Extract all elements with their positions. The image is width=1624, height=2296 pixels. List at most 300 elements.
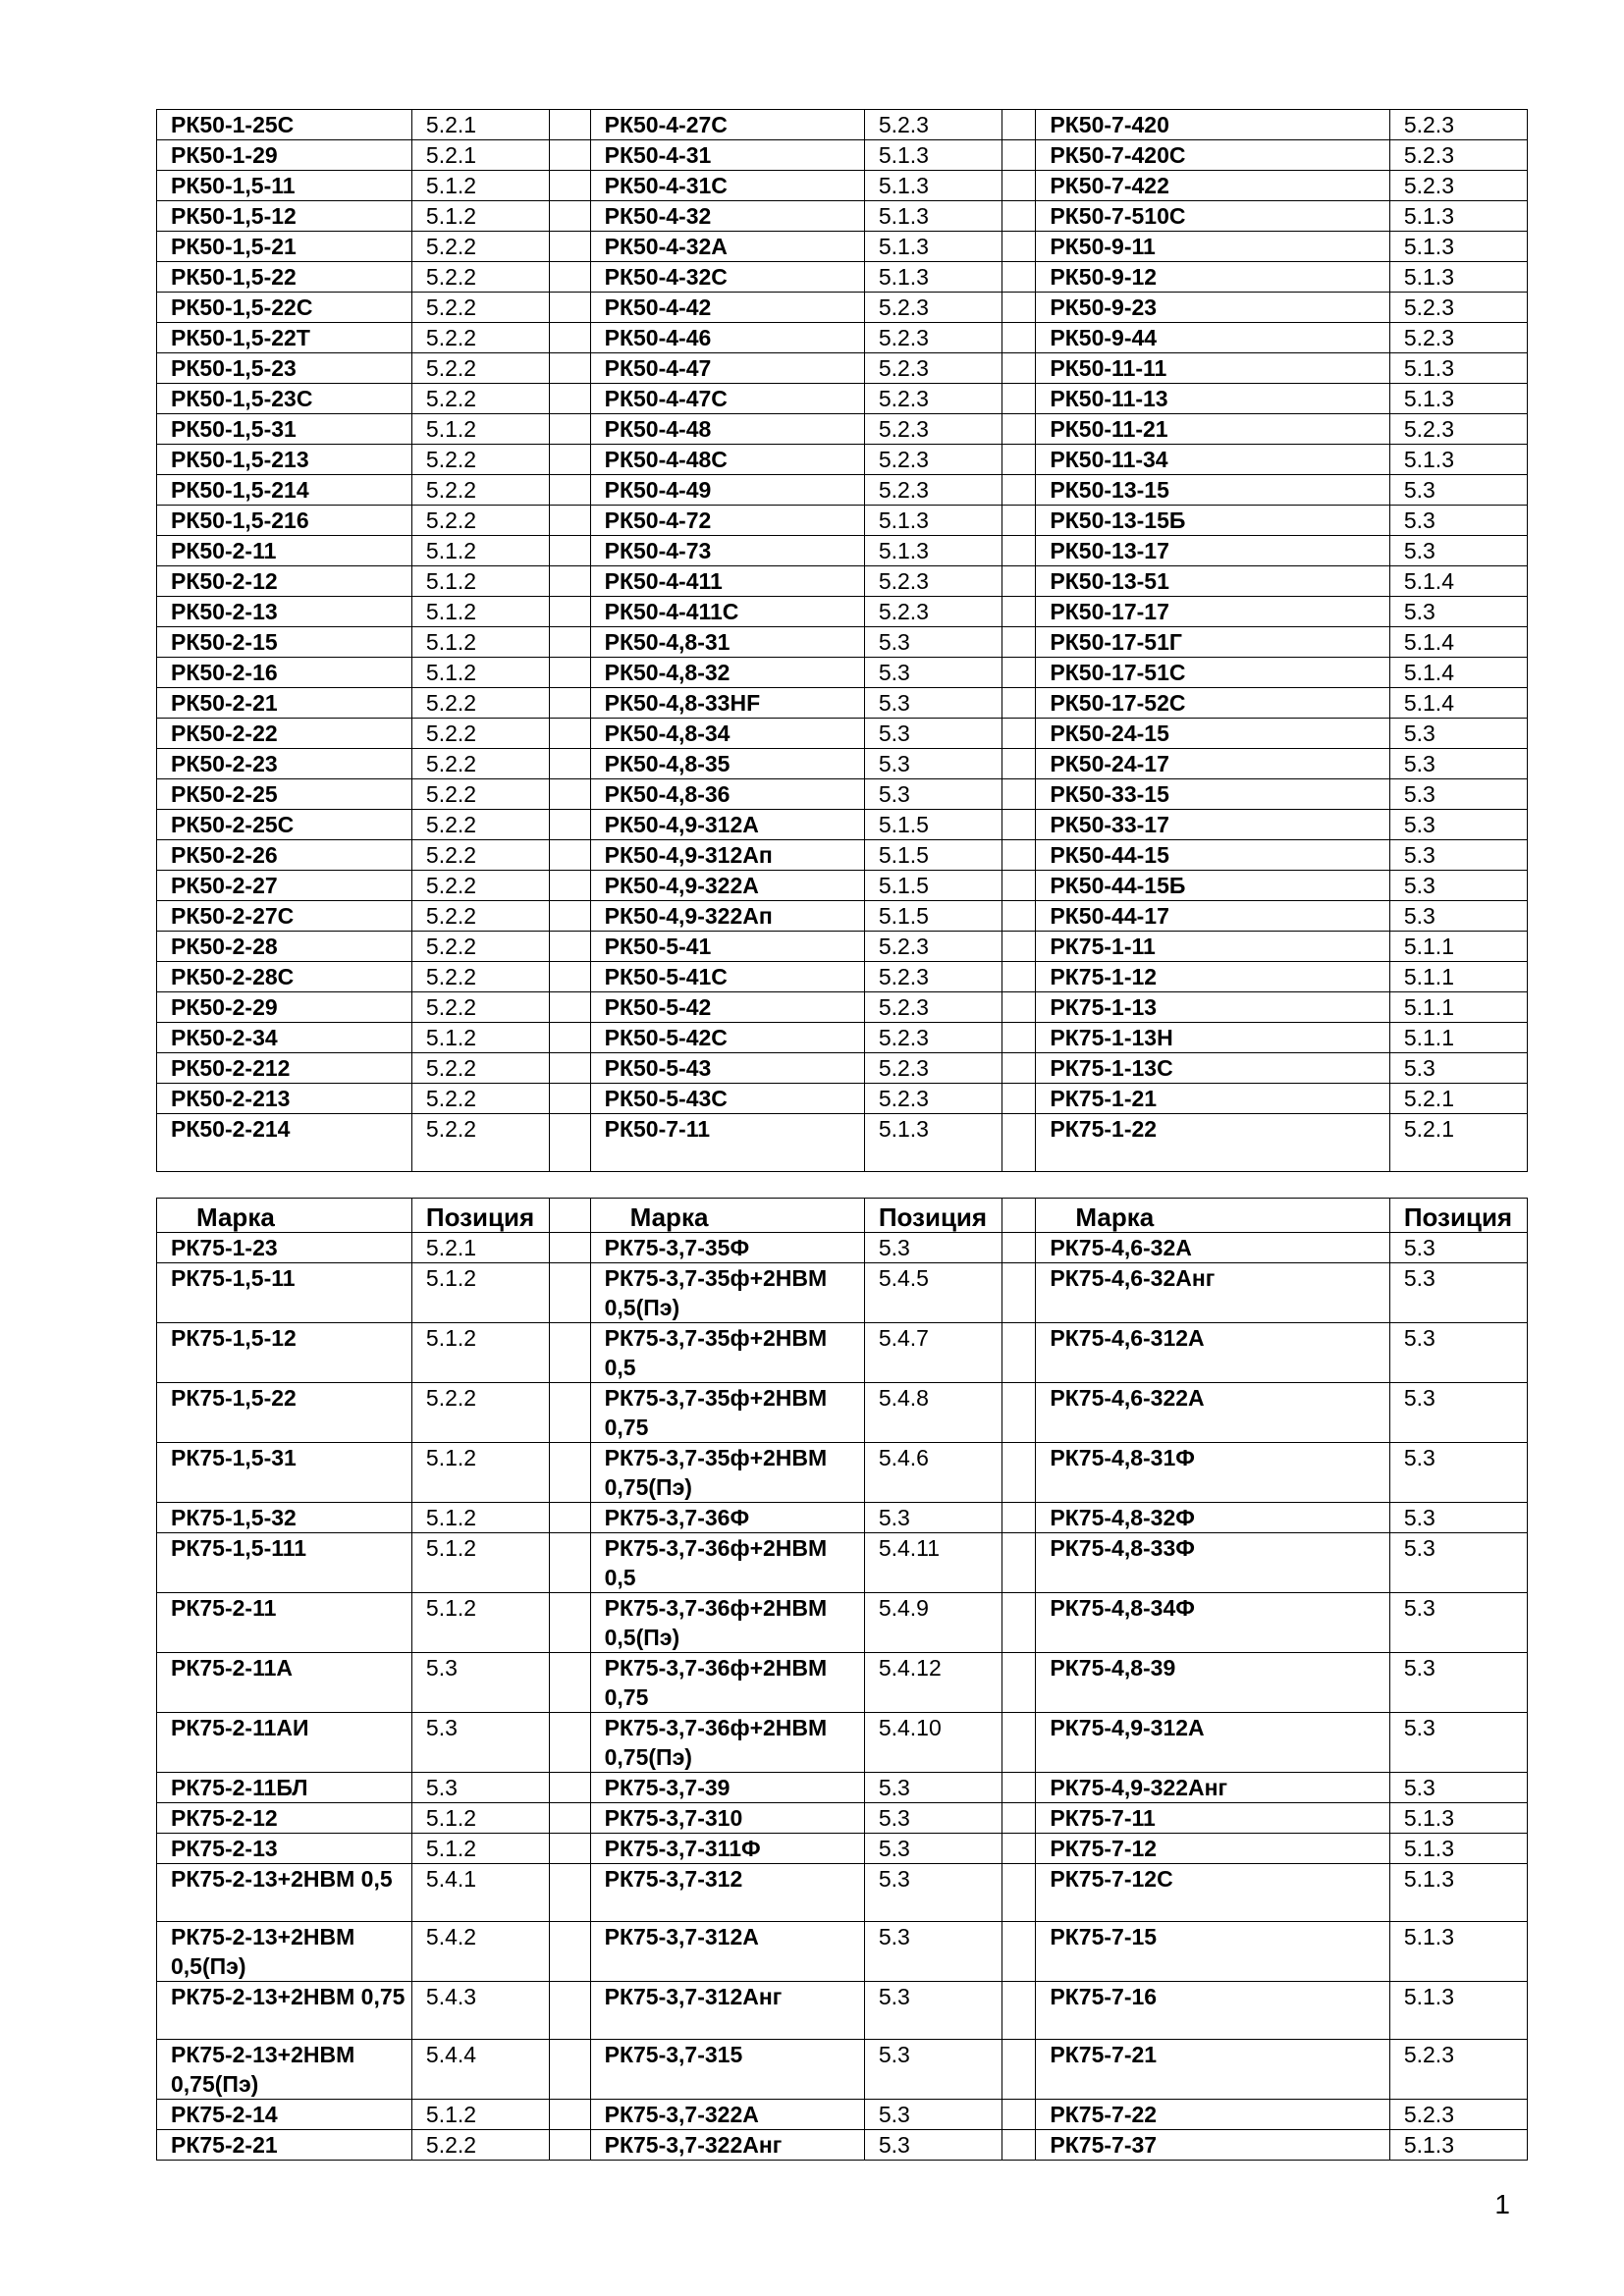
gap-cell (550, 1053, 591, 1084)
gap-cell (550, 2040, 591, 2100)
cable-mark-cell: РК75-3,7-36ф+2НВМ 0,5 (590, 1533, 864, 1593)
cable-mark-cell: РК75-4,9-322Анг (1036, 1773, 1389, 1803)
cable-mark-cell: РК75-2-11АИ (157, 1713, 412, 1773)
gap-cell (550, 1443, 591, 1503)
cable-mark-cell: РК75-1,5-111 (157, 1533, 412, 1593)
position-cell: 5.1.2 (411, 1263, 549, 1323)
gap-cell (550, 1263, 591, 1323)
cable-mark-cell: РК75-3,7-35ф+2НВМ 0,75(Пэ) (590, 1443, 864, 1503)
cable-mark-cell: РК50-4,8-35 (590, 749, 864, 779)
position-cell: 5.1.4 (1389, 658, 1527, 688)
position-cell: 5.2.2 (411, 962, 549, 992)
table-row (157, 1982, 1528, 2040)
cable-mark-cell: РК50-7-11 (590, 1114, 864, 1172)
cable-mark-cell: РК50-1,5-22Т (157, 323, 412, 353)
position-cell: 5.3 (864, 1982, 1001, 2040)
cable-mark-cell: РК75-2-14 (157, 2100, 412, 2130)
cable-mark-cell: РК50-4-411С (590, 597, 864, 627)
gap-cell (550, 353, 591, 384)
gap-cell (1001, 932, 1036, 962)
gap-cell (550, 1084, 591, 1114)
gap-cell (1001, 1053, 1036, 1084)
gap-cell (1001, 779, 1036, 810)
gap-cell (550, 262, 591, 293)
cable-mark-cell: РК75-3,7-39 (590, 1773, 864, 1803)
cable-mark-cell: РК50-4,8-33НF (590, 688, 864, 719)
gap-cell (550, 1233, 591, 1263)
gap-cell (1001, 140, 1036, 171)
gap-cell (550, 992, 591, 1023)
position-cell: 5.2.3 (864, 323, 1001, 353)
position-cell: 5.3 (864, 719, 1001, 749)
position-cell: 5.2.2 (411, 992, 549, 1023)
position-cell: 5.1.3 (1389, 1922, 1527, 1982)
table-row (157, 658, 1528, 688)
cable-mark-cell: РК50-1,5-22 (157, 262, 412, 293)
position-cell: 5.2.2 (411, 810, 549, 840)
table-row (157, 627, 1528, 658)
position-cell: 5.3 (1389, 1503, 1527, 1533)
cable-mark-cell: РК50-1,5-213 (157, 445, 412, 475)
cable-mark-cell: РК50-1,5-23С (157, 384, 412, 414)
gap-cell (1001, 1982, 1036, 2040)
gap-cell (550, 1114, 591, 1172)
cable-mark-cell: РК50-7-420 (1036, 110, 1389, 140)
cable-mark-cell: РК75-7-12С (1036, 1864, 1389, 1922)
gap-cell (1001, 749, 1036, 779)
table-row (157, 2130, 1528, 2161)
cable-mark-cell: РК50-4-32А (590, 232, 864, 262)
table-row (157, 536, 1528, 566)
header-pozitsiya: Позиция (864, 1199, 1001, 1233)
header-pozitsiya: Позиция (411, 1199, 549, 1233)
cable-mark-cell: РК50-2-214 (157, 1114, 412, 1172)
cable-mark-cell: РК75-1-21 (1036, 1084, 1389, 1114)
cable-mark-cell: РК75-3,7-311Ф (590, 1834, 864, 1864)
position-cell: 5.2.2 (411, 932, 549, 962)
gap-cell (550, 201, 591, 232)
position-cell: 5.4.4 (411, 2040, 549, 2100)
position-cell: 5.3 (1389, 1053, 1527, 1084)
gap-cell (1001, 1023, 1036, 1053)
position-cell: 5.2.3 (864, 414, 1001, 445)
gap-cell (1001, 1653, 1036, 1713)
position-cell: 5.2.2 (411, 779, 549, 810)
position-cell: 5.1.3 (1389, 445, 1527, 475)
position-cell: 5.1.3 (1389, 201, 1527, 232)
position-cell: 5.1.2 (411, 1443, 549, 1503)
cable-mark-cell: РК75-2-13+2НВМ 0,75(Пэ) (157, 2040, 412, 2100)
position-cell: 5.3 (411, 1773, 549, 1803)
table-row (157, 323, 1528, 353)
position-cell: 5.1.3 (864, 262, 1001, 293)
cable-mark-cell: РК50-4-411 (590, 566, 864, 597)
gap-cell (550, 688, 591, 719)
position-cell: 5.2.3 (864, 293, 1001, 323)
table-row (157, 1383, 1528, 1443)
position-cell: 5.1.3 (1389, 2130, 1527, 2161)
cable-mark-cell: РК50-9-44 (1036, 323, 1389, 353)
table-row (157, 1323, 1528, 1383)
cable-mark-cell: РК75-3,7-35ф+2НВМ 0,5(Пэ) (590, 1263, 864, 1323)
cable-mark-cell: РК50-2-27 (157, 871, 412, 901)
gap-cell (1001, 1533, 1036, 1593)
position-cell: 5.1.4 (1389, 566, 1527, 597)
cable-mark-cell: РК50-13-15 (1036, 475, 1389, 506)
gap-cell (1001, 262, 1036, 293)
position-cell: 5.1.2 (411, 201, 549, 232)
position-cell: 5.1.2 (411, 2100, 549, 2130)
cable-mark-cell: РК50-2-21 (157, 688, 412, 719)
cable-mark-cell: РК75-7-15 (1036, 1922, 1389, 1982)
position-cell: 5.3 (1389, 749, 1527, 779)
gap-cell (1001, 810, 1036, 840)
cable-mark-cell: РК50-44-15 (1036, 840, 1389, 871)
gap-cell (1001, 1713, 1036, 1773)
cable-mark-cell: РК75-3,7-36ф+2НВМ 0,75 (590, 1653, 864, 1713)
gap-cell (550, 1773, 591, 1803)
gap-cell (550, 597, 591, 627)
position-cell: 5.3 (864, 1773, 1001, 1803)
table-1-body (157, 110, 1528, 1172)
gap-cell (550, 932, 591, 962)
table-row (157, 779, 1528, 810)
position-cell: 5.3 (1389, 871, 1527, 901)
position-cell: 5.3 (864, 658, 1001, 688)
position-cell: 5.2.3 (1389, 2100, 1527, 2130)
gap-cell (1001, 1593, 1036, 1653)
gap-cell (550, 627, 591, 658)
header-marka: Марка (590, 1199, 864, 1233)
cable-mark-cell: РК50-2-25 (157, 779, 412, 810)
position-cell: 5.4.6 (864, 1443, 1001, 1503)
table-row (157, 840, 1528, 871)
cable-mark-cell: РК50-2-23 (157, 749, 412, 779)
gap-cell (550, 1864, 591, 1922)
cable-mark-cell: РК75-3,7-315 (590, 2040, 864, 2100)
position-cell: 5.1.3 (864, 536, 1001, 566)
table-row (157, 1023, 1528, 1053)
position-cell: 5.2.3 (864, 1053, 1001, 1084)
gap-cell (550, 840, 591, 871)
cable-mark-cell: РК50-4-32С (590, 262, 864, 293)
position-cell: 5.3 (864, 1503, 1001, 1533)
position-cell: 5.2.2 (411, 688, 549, 719)
cable-mark-cell: РК75-1-22 (1036, 1114, 1389, 1172)
position-cell: 5.1.2 (411, 536, 549, 566)
cable-mark-cell: РК75-7-12 (1036, 1834, 1389, 1864)
position-cell: 5.1.1 (1389, 992, 1527, 1023)
position-cell: 5.4.1 (411, 1864, 549, 1922)
gap-cell (550, 901, 591, 932)
gap-cell (550, 1834, 591, 1864)
cable-mark-cell: РК50-2-16 (157, 658, 412, 688)
gap-cell (1001, 1084, 1036, 1114)
cable-mark-cell: РК75-4,8-39 (1036, 1653, 1389, 1713)
cable-mark-cell: РК50-11-13 (1036, 384, 1389, 414)
cable-mark-cell: РК50-4,8-32 (590, 658, 864, 688)
table-row (157, 384, 1528, 414)
cable-mark-cell: РК75-3,7-35ф+2НВМ 0,5 (590, 1323, 864, 1383)
cable-mark-cell: РК50-4-46 (590, 323, 864, 353)
cable-mark-cell: РК50-17-51С (1036, 658, 1389, 688)
position-cell: 5.2.3 (1389, 171, 1527, 201)
cable-mark-cell: РК75-3,7-322Анг (590, 2130, 864, 2161)
cable-mark-cell: РК50-5-42 (590, 992, 864, 1023)
position-cell: 5.2.1 (411, 110, 549, 140)
gap-cell (550, 871, 591, 901)
cable-mark-cell: РК75-3,7-312Анг (590, 1982, 864, 2040)
position-cell: 5.3 (1389, 779, 1527, 810)
cable-mark-cell: РК50-4-31С (590, 171, 864, 201)
position-cell: 5.2.2 (411, 506, 549, 536)
gap-cell (550, 536, 591, 566)
position-cell: 5.3 (864, 1864, 1001, 1922)
cable-mark-cell: РК75-1-11 (1036, 932, 1389, 962)
cable-mark-cell: РК50-5-42С (590, 1023, 864, 1053)
cable-mark-cell: РК50-4,9-322А (590, 871, 864, 901)
gap-cell (1001, 384, 1036, 414)
table-row (157, 1263, 1528, 1323)
position-cell: 5.1.5 (864, 901, 1001, 932)
position-cell: 5.1.2 (411, 1834, 549, 1864)
cable-mark-cell: РК50-1,5-21 (157, 232, 412, 262)
cable-mark-cell: РК50-4,9-312А (590, 810, 864, 840)
cable-mark-cell: РК75-1-13Н (1036, 1023, 1389, 1053)
cable-mark-cell: РК75-1-13С (1036, 1053, 1389, 1084)
cable-mark-cell: РК50-17-52С (1036, 688, 1389, 719)
position-cell: 5.1.3 (1389, 1803, 1527, 1834)
position-cell: 5.1.5 (864, 840, 1001, 871)
cable-mark-cell: РК75-1-23 (157, 1233, 412, 1263)
cable-mark-cell: РК75-2-12 (157, 1803, 412, 1834)
position-cell: 5.2.3 (864, 445, 1001, 475)
cable-mark-cell: РК50-24-17 (1036, 749, 1389, 779)
table-row (157, 2100, 1528, 2130)
position-cell: 5.1.3 (1389, 1834, 1527, 1864)
gap-cell (1001, 353, 1036, 384)
cable-mark-cell: РК75-3,7-36ф+2НВМ 0,75(Пэ) (590, 1713, 864, 1773)
position-cell: 5.4.9 (864, 1593, 1001, 1653)
gap-cell (550, 658, 591, 688)
gap-cell (1001, 992, 1036, 1023)
gap-cell (1001, 1114, 1036, 1172)
gap-cell (1001, 597, 1036, 627)
table-row (157, 1084, 1528, 1114)
cable-mark-cell: РК50-1,5-214 (157, 475, 412, 506)
gap-cell (1001, 566, 1036, 597)
cable-mark-cell: РК75-2-13 (157, 1834, 412, 1864)
table-row (157, 293, 1528, 323)
position-cell: 5.3 (864, 779, 1001, 810)
table-row (157, 475, 1528, 506)
gap-cell (550, 962, 591, 992)
table-row (157, 1533, 1528, 1593)
cable-mark-cell: РК50-2-34 (157, 1023, 412, 1053)
cable-mark-cell: РК75-2-21 (157, 2130, 412, 2161)
position-cell: 5.2.3 (864, 1084, 1001, 1114)
gap-cell (1001, 2040, 1036, 2100)
cable-mark-cell: РК75-1-13 (1036, 992, 1389, 1023)
gap-cell (1001, 1323, 1036, 1383)
cable-mark-cell: РК75-4,6-32А (1036, 1233, 1389, 1263)
cable-mark-cell: РК50-2-28 (157, 932, 412, 962)
cable-mark-cell: РК50-4-72 (590, 506, 864, 536)
gap-cell (1001, 1803, 1036, 1834)
position-cell: 5.1.2 (411, 1023, 549, 1053)
cable-mark-cell: РК50-5-43 (590, 1053, 864, 1084)
gap-cell (550, 293, 591, 323)
table-row (157, 992, 1528, 1023)
gap-cell (550, 1922, 591, 1982)
cable-mark-cell: РК50-33-15 (1036, 779, 1389, 810)
position-cell: 5.2.2 (411, 323, 549, 353)
position-cell: 5.2.3 (864, 475, 1001, 506)
gap-cell (550, 1023, 591, 1053)
gap-cell (550, 506, 591, 536)
gap-cell (550, 1593, 591, 1653)
cable-mark-cell: РК50-4,8-36 (590, 779, 864, 810)
gap-cell (1001, 719, 1036, 749)
gap-cell (550, 1503, 591, 1533)
table-row (157, 445, 1528, 475)
position-cell: 5.2.3 (1389, 293, 1527, 323)
position-cell: 5.3 (1389, 1533, 1527, 1593)
cable-mark-cell: РК50-1,5-31 (157, 414, 412, 445)
gap-cell (550, 779, 591, 810)
table-row (157, 232, 1528, 262)
gap-cell (550, 1323, 591, 1383)
cable-mark-cell: РК50-4-47 (590, 353, 864, 384)
cable-mark-cell: РК75-7-22 (1036, 2100, 1389, 2130)
position-cell: 5.3 (1389, 1383, 1527, 1443)
position-cell: 5.1.2 (411, 171, 549, 201)
gap-cell (1001, 1233, 1036, 1263)
gap-cell (550, 2100, 591, 2130)
position-cell: 5.1.1 (1389, 1023, 1527, 1053)
table-row (157, 110, 1528, 140)
cable-mark-cell: РК50-2-27С (157, 901, 412, 932)
gap-cell (550, 171, 591, 201)
gap-cell (1001, 323, 1036, 353)
cable-positions-table-2 (156, 1198, 1528, 2161)
position-cell: 5.3 (864, 688, 1001, 719)
cable-mark-cell: РК75-3,7-322А (590, 2100, 864, 2130)
table-row (157, 1922, 1528, 1982)
position-cell: 5.2.3 (864, 566, 1001, 597)
position-cell: 5.2.1 (411, 140, 549, 171)
cable-mark-cell: РК75-2-11 (157, 1593, 412, 1653)
cable-mark-cell: РК50-7-422 (1036, 171, 1389, 201)
cable-positions-table-1 (156, 109, 1528, 1172)
position-cell: 5.1.3 (1389, 1982, 1527, 2040)
position-cell: 5.1.3 (1389, 1864, 1527, 1922)
position-cell: 5.3 (1389, 1593, 1527, 1653)
gap-cell (550, 566, 591, 597)
table-row (157, 1443, 1528, 1503)
position-cell: 5.2.2 (411, 293, 549, 323)
position-cell: 5.3 (1389, 840, 1527, 871)
position-cell: 5.3 (864, 749, 1001, 779)
position-cell: 5.2.3 (1389, 110, 1527, 140)
cable-mark-cell: РК50-11-34 (1036, 445, 1389, 475)
cable-mark-cell: РК50-9-11 (1036, 232, 1389, 262)
gap-cell (1001, 901, 1036, 932)
table-row (157, 353, 1528, 384)
table-row (157, 1233, 1528, 1263)
cable-mark-cell: РК75-3,7-310 (590, 1803, 864, 1834)
position-cell: 5.1.2 (411, 1803, 549, 1834)
gap-cell (550, 1533, 591, 1593)
gap-cell (550, 749, 591, 779)
position-cell: 5.2.3 (1389, 140, 1527, 171)
gap-cell (1001, 1773, 1036, 1803)
cable-mark-cell: РК75-2-11А (157, 1653, 412, 1713)
cable-mark-cell: РК50-1,5-11 (157, 171, 412, 201)
cable-mark-cell: РК50-4,8-34 (590, 719, 864, 749)
position-cell: 5.1.2 (411, 1323, 549, 1383)
position-cell: 5.3 (1389, 810, 1527, 840)
position-cell: 5.1.2 (411, 1503, 549, 1533)
gap-cell (1001, 1503, 1036, 1533)
position-cell: 5.3 (411, 1653, 549, 1713)
table-row (157, 719, 1528, 749)
gap-cell (1001, 201, 1036, 232)
table-row (157, 1713, 1528, 1773)
gap-cell (550, 232, 591, 262)
position-cell: 5.4.10 (864, 1713, 1001, 1773)
gap-cell (550, 475, 591, 506)
gap-cell (1001, 1922, 1036, 1982)
position-cell: 5.4.2 (411, 1922, 549, 1982)
position-cell: 5.1.2 (411, 597, 549, 627)
position-cell: 5.1.2 (411, 1533, 549, 1593)
position-cell: 5.2.3 (1389, 414, 1527, 445)
gap-cell (550, 1653, 591, 1713)
gap-cell (1001, 1263, 1036, 1323)
gap-cell (550, 384, 591, 414)
position-cell: 5.4.5 (864, 1263, 1001, 1323)
cable-mark-cell: РК50-2-213 (157, 1084, 412, 1114)
table-row (157, 1053, 1528, 1084)
cable-mark-cell: РК75-4,8-32Ф (1036, 1503, 1389, 1533)
position-cell: 5.1.2 (411, 1593, 549, 1653)
cable-mark-cell: РК75-3,7-312 (590, 1864, 864, 1922)
cable-mark-cell: РК75-1,5-32 (157, 1503, 412, 1533)
table-row (157, 201, 1528, 232)
table-row (157, 2040, 1528, 2100)
cable-mark-cell: РК50-4-73 (590, 536, 864, 566)
gap-cell (1001, 962, 1036, 992)
cable-mark-cell: РК50-2-22 (157, 719, 412, 749)
gap-cell (550, 1383, 591, 1443)
position-cell: 5.1.3 (864, 171, 1001, 201)
cable-mark-cell: РК75-1,5-22 (157, 1383, 412, 1443)
gap-cell (1001, 1864, 1036, 1922)
cable-mark-cell: РК50-24-15 (1036, 719, 1389, 749)
gap-cell (1001, 627, 1036, 658)
position-cell: 5.1.3 (864, 506, 1001, 536)
gap-cell (1001, 840, 1036, 871)
table-row (157, 871, 1528, 901)
position-cell: 5.2.2 (411, 1084, 549, 1114)
position-cell: 5.1.3 (1389, 384, 1527, 414)
position-cell: 5.2.2 (411, 445, 549, 475)
table-row (157, 1773, 1528, 1803)
cable-mark-cell: РК75-4,6-322А (1036, 1383, 1389, 1443)
position-cell: 5.3 (1389, 1653, 1527, 1713)
cable-mark-cell: РК50-5-43С (590, 1084, 864, 1114)
